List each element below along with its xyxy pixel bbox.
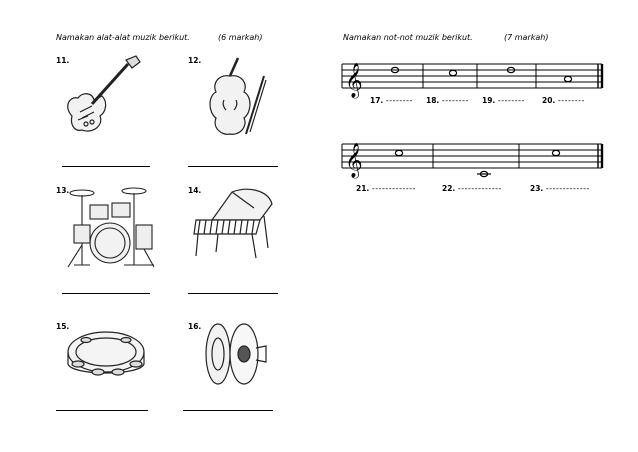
treble-clef-icon: 𝄞 [345,63,363,98]
note-label-22: 22. ------------- [442,184,502,193]
note-label-19: 19. -------- [482,96,525,105]
treble-clef-icon: 𝄞 [345,143,363,178]
electric-guitar-icon [62,56,142,138]
answer-line-11[interactable] [62,166,150,167]
left-instruction: Namakan alat-alat muzik berikut. [56,33,190,42]
violin-icon [194,56,266,138]
answer-blank-20[interactable]: -------- [557,96,585,105]
music-staff-2 [340,140,604,176]
answer-line-15[interactable] [56,410,148,411]
note-label-23: 23. ------------- [530,184,590,193]
answer-line-16[interactable] [183,410,273,411]
right-instruction: Namakan not-not muzik berikut. [343,33,473,42]
question-number-12: 12. [188,56,202,65]
answer-blank-23[interactable]: ------------- [545,184,590,193]
answer-line-13[interactable] [62,293,150,294]
answer-blank-21[interactable]: ------------- [371,184,416,193]
note-label-17: 17. -------- [370,96,413,105]
whole-note-20 [564,76,571,81]
answer-line-14[interactable] [188,293,278,294]
left-marks: (6 markah) [218,33,263,42]
note-label-21: 21. ------------- [356,184,416,193]
whole-note-21 [395,150,402,155]
drum-kit-icon [64,185,164,271]
note-label-20: 20. -------- [542,96,585,105]
question-number-13: 13. [56,186,70,195]
answer-line-12[interactable] [188,166,278,167]
question-number-16: 16. [188,322,202,331]
answer-blank-18[interactable]: -------- [441,96,469,105]
right-marks: (7 markah) [504,33,549,42]
piano-icon [192,186,276,262]
answer-blank-19[interactable]: -------- [497,96,525,105]
whole-note-18 [449,70,456,75]
note-label-18: 18. -------- [426,96,469,105]
tambourine-icon [62,324,150,386]
answer-blank-17[interactable]: -------- [385,96,413,105]
question-number-15: 15. [56,322,70,331]
question-number-14: 14. [188,186,202,195]
cymbals-icon [200,318,272,388]
question-number-11: 11. [56,56,70,65]
whole-note-23 [552,150,559,155]
music-staff-1 [340,60,604,96]
answer-blank-22[interactable]: ------------- [457,184,502,193]
